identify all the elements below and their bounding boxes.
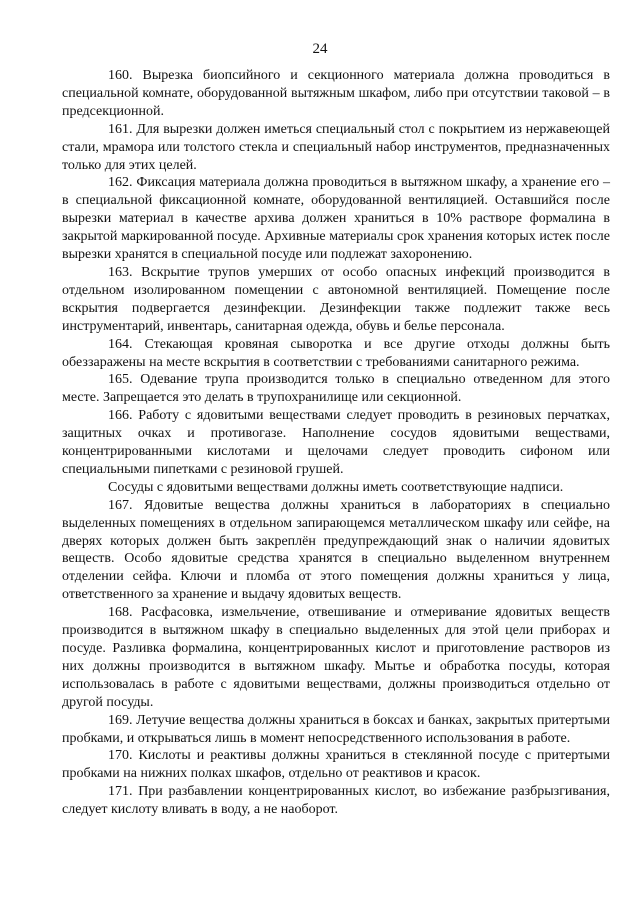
paragraph-170: 170. Кислоты и реактивы должны храниться в стеклянной посуде с притертыми пробками на нижних полках шкафов, отдельно от реактивов и красок.	[62, 748, 610, 782]
paragraph-169: 169. Летучие вещества должны храниться в боксах и банках, закрытых притертыми пробками, и открываться лишь в момент непосредственного использования в работе.	[62, 712, 610, 746]
page-number: 24	[312, 41, 328, 57]
paragraph-166: 166. Работу с ядовитыми веществами следует проводить в резиновых перчатках, защитных очках и противогазе. Наполнение сосудов ядовитыми веществами, концентрированными кислотами и щелочами следует проводить сифоном или специальными пипетками с резиновой грушей.	[62, 408, 610, 477]
paragraph-162: 162. Фиксация материала должна проводиться в вытяжном шкафу, а хранение его – в специальной фиксационной комнате, оборудованной вентиляцией. Оставшийся после вырезки материал в качестве архива должен храниться в 10% растворе формалина в закрытой маркированной посуде. Архивные материалы срок хранения которых истек после вырезки хранятся в специальной посуде или подлежат захоронению.	[62, 175, 610, 263]
paragraph-167: 167. Ядовитые вещества должны храниться в лабораториях в специально выделенных помещениях в отдельном запирающемся металлическом шкафу или сейфе, на дверях которых должен быть закреплён предупреждающий знак о наличии ядовитых веществ. Особо ядовитые средства хранятся в специально выделенном внутреннем отделении сейфа. Ключи и пломба от этого помещения должны храниться у лица, ответственного за хранение и выдачу ядовитых веществ.	[62, 497, 610, 603]
paragraph-164: 164. Стекающая кровяная сыворотка и все другие отходы должны быть обеззаражены на месте вскрытия в соответствии с требованиями санитарного режима.	[62, 336, 610, 370]
document-body	[62, 67, 610, 819]
paragraph-168: 168. Расфасовка, измельчение, отвешивание и отмеривание ядовитых веществ производится в вытяжном шкафу в специально выделенных для этой цели приборах и посуде. Разливка формалина, концентрированных кислот и приготовление растворов из них должны производится в вытяжном шкафу. Мытье и обработка посуды, которая использовалась в работе с ядовитыми веществами, должны производиться отдельно от другой посуды.	[62, 605, 610, 710]
paragraph-160: 160. Вырезка биопсийного и секционного материала должна проводиться в специальной комнате, оборудованной вытяжным шкафом, либо при отсутствии таковой – в предсекционной.	[62, 68, 610, 119]
paragraph-163: 163. Вскрытие трупов умерших от особо опасных инфекций производится в отдельном изолированном помещении с автономной вентиляцией. Помещение после вскрытия подвергается дезинфекции. Дезинфекции также подлежит также весь инструментарий, инвентарь, санитарная одежда, обувь и белье персонала.	[62, 264, 610, 334]
paragraph-161: 161. Для вырезки должен иметься специальный стол с покрытием из нержавеющей стали, мрамора или толстого стекла и специальный набор инструментов, предназначенных только для этих целей.	[62, 121, 610, 173]
paragraph-166-note: Сосуды с ядовитыми веществами должны иметь соответствующие надписи.	[108, 479, 564, 495]
paragraph-171: 171. При разбавлении концентрированных кислот, во избежание разбрызгивания, следует кислоту вливать в воду, а не наоборот.	[62, 784, 610, 818]
paragraph-165: 165. Одевание трупа производится только в специально отведенном для этого месте. Запрещается это делать в трупохранилище или секционной.	[62, 372, 610, 406]
